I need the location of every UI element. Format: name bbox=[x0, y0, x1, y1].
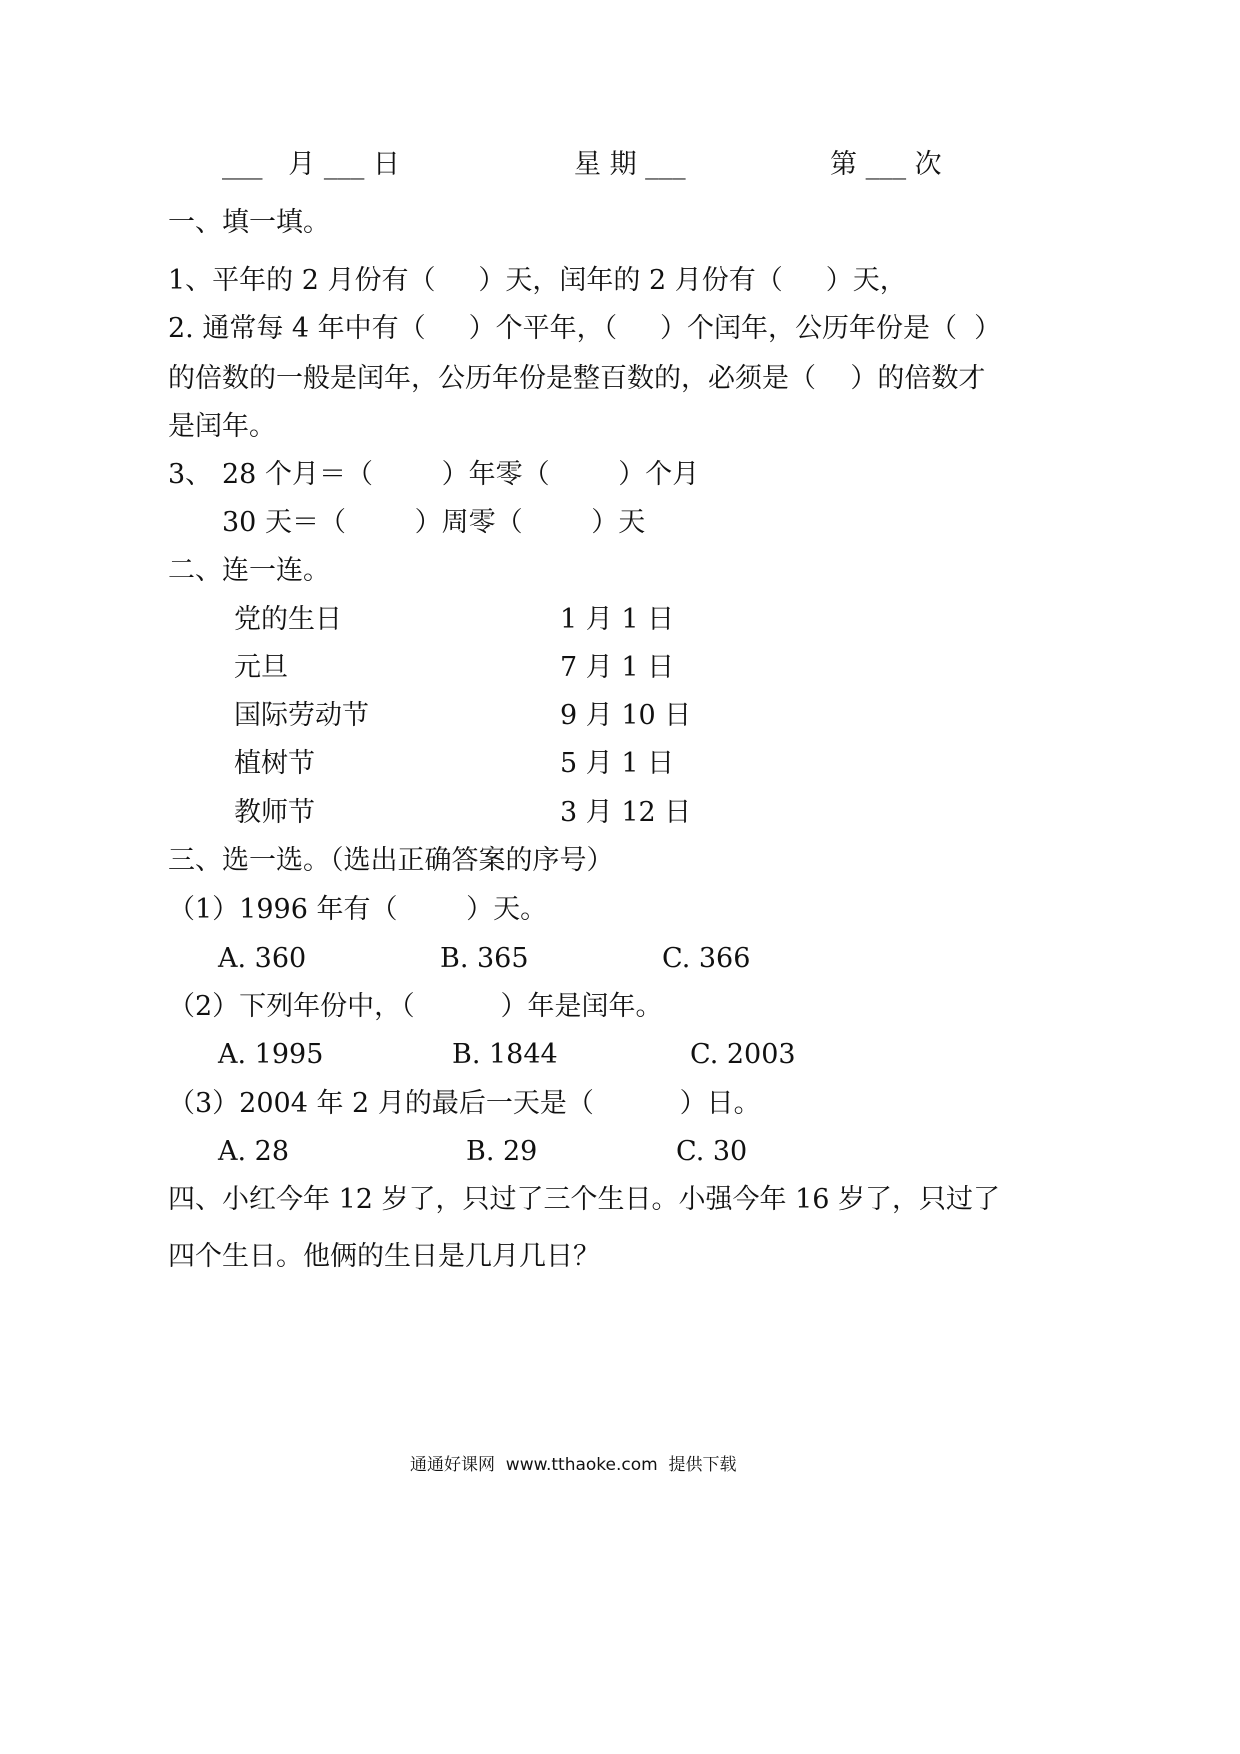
choice-option-c: C. 366 bbox=[662, 943, 751, 974]
choice-question-stem: （2）下列年份中，（ ）年是闰年。 bbox=[168, 991, 663, 1022]
choice-option-c: C. 2003 bbox=[690, 1039, 796, 1070]
choice-option-a: A. 1995 bbox=[218, 1039, 324, 1070]
match-item-name: 教师节 bbox=[234, 797, 315, 828]
match-item-name: 元旦 bbox=[234, 652, 288, 683]
match-item-name: 党的生日 bbox=[234, 604, 342, 635]
match-item-name: 国际劳动节 bbox=[234, 700, 369, 731]
header-session: 第 ___ 次 bbox=[830, 149, 942, 180]
header-weekday: 星 期 ___ bbox=[574, 149, 686, 180]
section4-line1: 四、小红今年 12 岁了，只过了三个生日。小强今年 16 岁了，只过了 bbox=[168, 1184, 1001, 1215]
choice-option-b: B. 1844 bbox=[452, 1039, 558, 1070]
section1-title: 一、填一填。 bbox=[168, 207, 330, 238]
choice-option-a: A. 360 bbox=[218, 943, 307, 974]
match-item-name: 植树节 bbox=[234, 748, 315, 779]
footer-credit: 通通好课网 www.tthaoke.com 提供下载 bbox=[410, 1455, 737, 1475]
section1-q2-line3: 是闰年。 bbox=[168, 411, 276, 442]
section1-q1: 1、平年的 2 月份有（ ）天，闰年的 2 月份有（ ）天， bbox=[168, 265, 907, 296]
match-item-date: 1 月 1 日 bbox=[560, 604, 675, 635]
match-item-date: 7 月 1 日 bbox=[560, 652, 675, 683]
match-item-date: 9 月 10 日 bbox=[560, 700, 692, 731]
header-date: ___ 月 ___ 日 bbox=[222, 149, 400, 180]
choice-question-stem: （3）2004 年 2 月的最后一天是（ ）日。 bbox=[168, 1088, 761, 1119]
section1-q3-line2: 30 天＝（ ）周零（ ）天 bbox=[222, 507, 646, 538]
section1-q3-label: 3、 bbox=[168, 459, 213, 490]
section4-line2: 四个生日。他俩的生日是几月几日？ bbox=[168, 1241, 600, 1272]
section1-q2-line1: 2. 通常每 4 年中有（ ）个平年，（ ）个闰年，公历年份是（ ） bbox=[168, 313, 1002, 344]
choice-option-b: B. 365 bbox=[440, 943, 529, 974]
match-item-date: 5 月 1 日 bbox=[560, 748, 675, 779]
choice-option-b: B. 29 bbox=[466, 1136, 538, 1167]
section3-title: 三、选一选。（选出正确答案的序号） bbox=[168, 845, 614, 876]
section2-title: 二、连一连。 bbox=[168, 555, 330, 586]
choice-option-c: C. 30 bbox=[676, 1136, 748, 1167]
section1-q2-line2: 的倍数的一般是闰年，公历年份是整百数的，必须是（ ）的倍数才 bbox=[168, 363, 986, 394]
choice-question-stem: （1）1996 年有（ ）天。 bbox=[168, 894, 548, 925]
section1-q3-line1: 28 个月＝（ ）年零（ ）个月 bbox=[222, 459, 700, 490]
match-item-date: 3 月 12 日 bbox=[560, 797, 692, 828]
choice-option-a: A. 28 bbox=[218, 1136, 290, 1167]
